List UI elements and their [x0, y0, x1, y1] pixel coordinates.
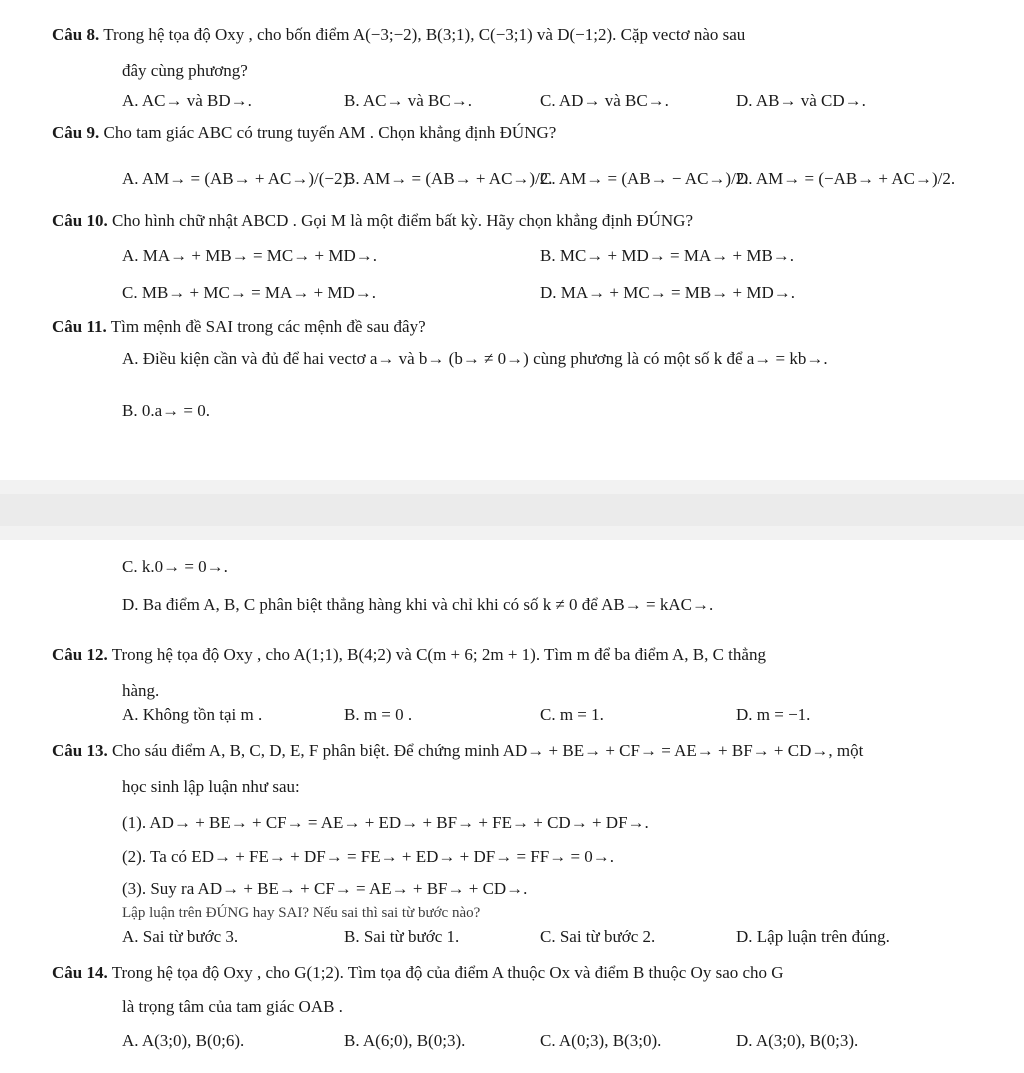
- q8-title: Câu 8.: [52, 25, 100, 44]
- q13-question: Lập luận trên ĐÚNG hay SAI? Nếu sai thì sai từ bước nào?: [122, 905, 481, 921]
- q8-line1: Câu 8. Trong hệ tọa độ Oxy , cho bốn điểm A(−3;−2), B(3;1), C(−3;1) và D(−1;2). Cặp vectơ nào sau: [52, 25, 746, 44]
- q11-option-a: A. Điều kiện cần và đủ để hai vectơ a→ và b→ (b→ ≠ 0→) cùng phương là có một số k để a→ = kb→.: [122, 349, 828, 368]
- q13-step-3: (3). Suy ra AD→ + BE→ + CF→ = AE→ + BF→ + CD→.: [122, 879, 528, 898]
- q10-option-d: D. MA→ + MC→ = MB→ + MD→.: [540, 283, 795, 302]
- q8-option-b: B. AC→ và BC→.: [344, 91, 472, 110]
- q11-line1: Câu 11. Tìm mệnh đề SAI trong các mệnh đề sau đây?: [52, 317, 426, 336]
- q14-option-d: D. A(3;0), B(0;3).: [736, 1031, 859, 1050]
- q9-title: Câu 9.: [52, 123, 100, 142]
- q12-option-c: C. m = 1.: [540, 705, 604, 724]
- q12-title: Câu 12.: [52, 645, 108, 664]
- q11-option-c: C. k.0→ = 0→.: [122, 557, 228, 576]
- q13-option-d: D. Lập luận trên đúng.: [736, 927, 890, 946]
- q14-title: Câu 14.: [52, 963, 108, 982]
- q13-option-a: A. Sai từ bước 3.: [122, 927, 239, 946]
- q9-option-b: B. AM→ = (AB→ + AC→)/2.: [344, 169, 553, 188]
- q12-option-d: D. m = −1.: [736, 705, 811, 724]
- q13-line1: Câu 13. Cho sáu điểm A, B, C, D, E, F phân biệt. Để chứng minh AD→ + BE→ + CF→ = AE→ + BF→ + CD→, một: [52, 741, 864, 760]
- q9-line1: Câu 9. Cho tam giác ABC có trung tuyến AM . Chọn khẳng định ĐÚNG?: [52, 123, 557, 142]
- q13-step-1: (1). AD→ + BE→ + CF→ = AE→ + ED→ + BF→ + FE→ + CD→ + DF→.: [122, 813, 649, 832]
- q14-line1: Câu 14. Trong hệ tọa độ Oxy , cho G(1;2). Tìm tọa độ của điểm A thuộc Ox và điểm B thuộc Oy sao cho G: [52, 963, 784, 982]
- q11-option-b: B. 0.a→ = 0.: [122, 401, 210, 420]
- q9-option-a: A. AM→ = (AB→ + AC→)/(−2).: [122, 169, 353, 188]
- q10-option-a: A. MA→ + MB→ = MC→ + MD→.: [122, 246, 377, 265]
- q10-line1: Câu 10. Cho hình chữ nhật ABCD . Gọi M là một điểm bất kỳ. Hãy chọn khẳng định ĐÚNG?: [52, 211, 693, 230]
- q9-option-c: C. AM→ = (AB→ − AC→)/2.: [540, 169, 749, 188]
- q10-title: Câu 10.: [52, 211, 108, 230]
- q10-option-b: B. MC→ + MD→ = MA→ + MB→.: [540, 246, 795, 265]
- page-break-gap: [0, 480, 1024, 540]
- q13-title: Câu 13.: [52, 741, 108, 760]
- q8-option-c: C. AD→ và BC→.: [540, 91, 669, 110]
- q12-line2: hàng.: [122, 681, 160, 700]
- q14-option-b: B. A(6;0), B(0;3).: [344, 1031, 466, 1050]
- q13-step-2: (2). Ta có ED→ + FE→ + DF→ = FE→ + ED→ + DF→ = FF→ = 0→.: [122, 847, 615, 866]
- q12-option-b: B. m = 0 .: [344, 705, 413, 724]
- q14-option-a: A. A(3;0), B(0;6).: [122, 1031, 245, 1050]
- q10-option-c: C. MB→ + MC→ = MA→ + MD→.: [122, 283, 377, 302]
- q12-line1: Câu 12. Trong hệ tọa độ Oxy , cho A(1;1), B(4;2) và C(m + 6; 2m + 1). Tìm m để ba điểm A, B, C thẳng: [52, 645, 766, 664]
- q8-option-d: D. AB→ và CD→.: [736, 91, 866, 110]
- q11-option-d: D. Ba điểm A, B, C phân biệt thẳng hàng khi và chỉ khi có số k ≠ 0 để AB→ = kAC→.: [122, 595, 714, 614]
- q8-line2: đây cùng phương?: [122, 61, 248, 80]
- q14-line2: là trọng tâm của tam giác OAB .: [122, 997, 343, 1016]
- q9-option-d: D. AM→ = (−AB→ + AC→)/2.: [736, 169, 956, 188]
- q13-line2: học sinh lập luận như sau:: [122, 777, 300, 796]
- q8-option-a: A. AC→ và BD→.: [122, 91, 252, 110]
- q12-option-a: A. Không tồn tại m .: [122, 705, 263, 724]
- q11-title: Câu 11.: [52, 317, 107, 336]
- q13-option-b: B. Sai từ bước 1.: [344, 927, 460, 946]
- q14-option-c: C. A(0;3), B(3;0).: [540, 1031, 662, 1050]
- q13-option-c: C. Sai từ bước 2.: [540, 927, 656, 946]
